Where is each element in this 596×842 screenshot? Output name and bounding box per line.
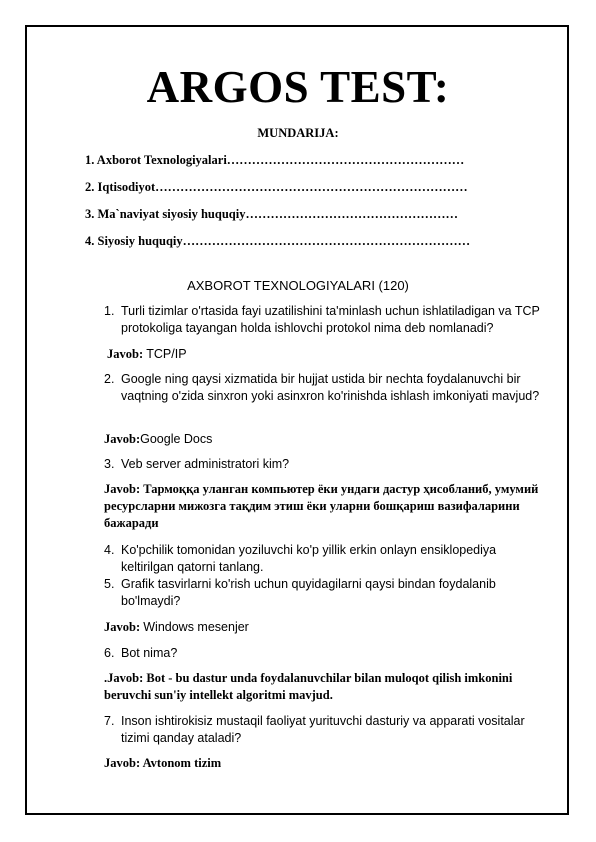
answer-7	[104, 755, 544, 772]
question-text: Ko'pchilik tomonidan yoziluvchi ko'p yillik erkin onlayn ensiklopediya keltirilgan qatorni tanlang.	[121, 543, 497, 574]
answer-value: Тармоққа уланган компьютер ёки ундаги дастур ҳисобланиб, умумий ресурсларни мижозга тақдим этиш ёки уларни бошқариш вазифаларини бажаради	[104, 482, 539, 530]
answer-5	[104, 619, 544, 636]
answer-value: Bot - bu dastur unda foydalanuvchilar bilan muloqot qilish imkonini beruvchi sun'iy intellekt algoritmi mavjud.	[104, 671, 513, 702]
answer-3	[104, 481, 544, 532]
question-text: Turli tizimlar o'rtasida fayi uzatilishini ta'minlash uchun ishlatiladigan va TCP protokoliga tayangan holda ishlovchi protokol nima deb nomlanadi?	[121, 304, 540, 335]
answer-value: Avtonom tizim	[142, 756, 222, 770]
question-text: Grafik tasvirlarni ko'rish uchun quyidagilarni qaysi bindan foydalanib bo'lmaydi?	[121, 577, 496, 608]
question-text: Bot nima?	[121, 646, 178, 660]
toc-item-3[interactable]: 3. Ma`naviyat siyosiy huquqiy……………………………………………	[85, 207, 458, 221]
question-text: Google ning qaysi xizmatida bir hujjat ustida bir nechta foydalanuvchi bir vaqtning o'zida sinxron yoki asinxron ko'rinishda ishlash imkoniyati mavjud?	[121, 372, 540, 403]
answer-label: Javob:	[104, 432, 141, 446]
answer-label: Javob:	[107, 671, 144, 685]
question-text: Veb server administratori kim?	[121, 457, 290, 471]
question-text: Inson ishtirokisiz mustaqil faoliyat yurituvchi dasturiy va apparati vositalar tizimi qanday ataladi?	[121, 714, 525, 745]
answer-value: Windows mesenjer	[143, 620, 249, 634]
page-title: ARGOS TEST:	[146, 62, 450, 112]
question-number: 1.	[104, 304, 115, 318]
question-number: 2.	[104, 372, 115, 386]
answer-label: Javob:	[104, 620, 141, 634]
answer-value: Google Docs	[140, 432, 213, 446]
question-number: 3.	[104, 457, 115, 471]
answer-prefix: .	[104, 671, 108, 685]
answer-1	[107, 346, 547, 363]
question-number: 6.	[104, 646, 115, 660]
answer-value: TCP/IP	[146, 347, 187, 361]
answer-label: Javob:	[104, 482, 141, 496]
toc-item-4[interactable]: 4. Siyosiy huquqiy……………………………………………………………	[85, 234, 471, 248]
answer-label: Javob:	[107, 347, 144, 361]
answer-label: Javob:	[104, 756, 141, 770]
toc-item-1[interactable]: 1. Axborot Texnologiyalari…………………………………………………	[85, 153, 465, 167]
toc-heading: MUNDARIJA:	[257, 126, 339, 140]
answer-2	[104, 431, 544, 448]
question-number: 4.	[104, 543, 115, 557]
answer-6	[104, 670, 544, 704]
question-number: 5.	[104, 577, 115, 591]
section-heading: AXBOROT TEXNOLOGIYALARI (120)	[187, 278, 409, 293]
question-number: 7.	[104, 714, 115, 728]
toc-item-2[interactable]: 2. Iqtisodiyot…………………………………………………………………	[85, 180, 468, 194]
